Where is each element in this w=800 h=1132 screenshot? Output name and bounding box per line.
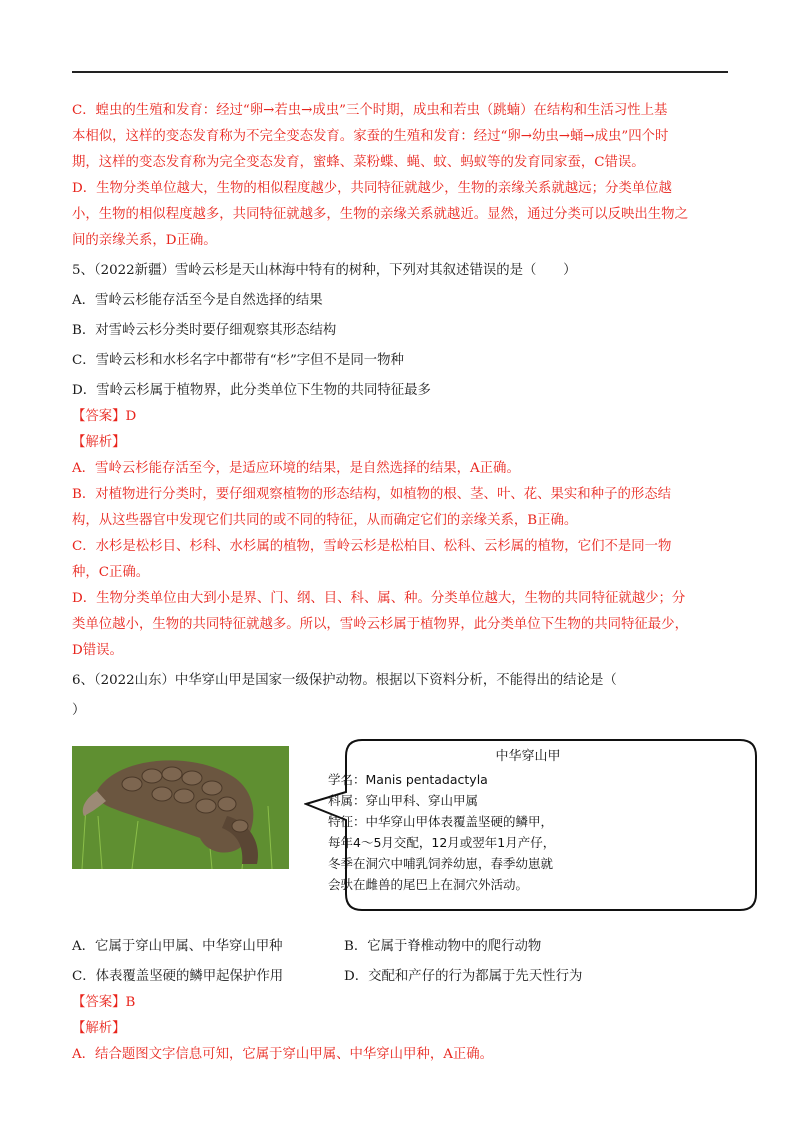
- q6-analysis-label: 【解析】: [72, 1021, 126, 1036]
- info-line: 每年4～5月交配，12月或翌年1月产仔，: [328, 835, 556, 850]
- analysis-line: D．生物分类单位由大到小是界、门、纲、目、科、属、种。分类单位越大，生物的共同特征就越少；分: [72, 591, 686, 606]
- q5-option-d: D．雪岭云杉属于植物界，此分类单位下生物的共同特征最多: [72, 383, 431, 398]
- header-rule: [72, 71, 728, 73]
- analysis-line: 小，生物的相似程度越多，共同特征就越多，生物的亲缘关系就越近。显然，通过分类可以反映出生物之: [72, 207, 688, 222]
- q6-option-d: D．交配和产仔的行为都属于先天性行为: [344, 969, 583, 984]
- analysis-line: D错误。: [72, 643, 123, 658]
- species-info: [328, 746, 728, 895]
- q6-options-row-1: [72, 934, 732, 960]
- analysis-line: A．雪岭云杉能存活至今，是适应环境的结果，是自然选择的结果，A正确。: [72, 461, 520, 476]
- info-line: 冬季在洞穴中哺乳饲养幼崽，春季幼崽就: [328, 856, 554, 871]
- q6-options-row-2: [72, 964, 732, 990]
- analysis-line: 种，C正确。: [72, 565, 150, 580]
- analysis-line: 构，从这些器官中发现它们共同的或不同的特征，从而确定它们的亲缘关系，B正确。: [72, 513, 578, 528]
- question-6-stem-end: ）: [72, 703, 86, 718]
- info-line: 学名：Manis pentadactyla: [328, 772, 488, 787]
- page-content: [72, 98, 732, 1068]
- q6-option-c: C．体表覆盖坚硬的鳞甲起保护作用: [72, 969, 284, 984]
- q6-option-b: B．它属于脊椎动物中的爬行动物: [344, 939, 542, 954]
- analysis-line: 本相似，这样的变态发育称为不完全变态发育。家蚕的生殖和发育：经过“卵→幼虫→蛹→成虫”四个时: [72, 129, 669, 144]
- analysis-line: B．对植物进行分类时，要仔细观察植物的形态结构，如植物的根、茎、叶、花、果实和种子的形态结: [72, 487, 672, 502]
- analysis-line: C．蝗虫的生殖和发育：经过“卵→若虫→成虫”三个时期，成虫和若虫（跳蝻）在结构和生活习性上基: [72, 103, 668, 118]
- q5-answer: 【答案】D: [72, 409, 137, 424]
- info-line: 科属：穿山甲科、穿山甲属: [328, 793, 479, 808]
- analysis-line: A．结合题图文字信息可知，它属于穿山甲属、中华穿山甲种，A正确。: [72, 1047, 494, 1062]
- q6-option-a: A．它属于穿山甲属、中华穿山甲种: [72, 939, 283, 954]
- pangolin-photo: [72, 746, 289, 869]
- info-line: 会驮在雌兽的尾巴上在洞穴外活动。: [328, 877, 529, 892]
- q6-answer: 【答案】B: [72, 995, 136, 1010]
- analysis-line: 类单位越小，生物的共同特征就越多。所以，雪岭云杉属于植物界，此分类单位下生物的共同特征最少，: [72, 617, 688, 632]
- analysis-line: D．生物分类单位越大，生物的相似程度越少，共同特征就越少，生物的亲缘关系就越远；分类单位越: [72, 181, 672, 196]
- analysis-line: 间的亲缘关系，D正确。: [72, 233, 217, 248]
- analysis-line: C．水杉是松杉目、杉科、水杉属的植物，雪岭云杉是松柏目、松科、云杉属的植物，它们不是同一物: [72, 539, 672, 554]
- question-5-stem: 5、（2022新疆）雪岭云杉是天山林海中特有的树种，下列对其叙述错误的是（ ）: [72, 263, 577, 278]
- info-line: 特征：中华穿山甲体表覆盖坚硬的鳞甲，: [328, 814, 554, 829]
- q5-option-a: A．雪岭云杉能存活至今是自然选择的结果: [72, 293, 323, 308]
- q5-analysis-label: 【解析】: [72, 435, 126, 450]
- species-title: 中华穿山甲: [495, 749, 561, 764]
- q5-option-b: B．对雪岭云杉分类时要仔细观察其形态结构: [72, 323, 337, 338]
- pangolin-figure: [72, 734, 732, 926]
- question-6-stem: 6、（2022山东）中华穿山甲是国家一级保护动物。根据以下资料分析，不能得出的结论是（: [72, 673, 617, 688]
- analysis-line: 期，这样的变态发育称为完全变态发育，蜜蜂、菜粉蝶、蝇、蚊、蚂蚁等的发育同家蚕，C错误。: [72, 155, 645, 170]
- q5-option-c: C．雪岭云杉和水杉名字中都带有“杉”字但不是同一物种: [72, 353, 404, 368]
